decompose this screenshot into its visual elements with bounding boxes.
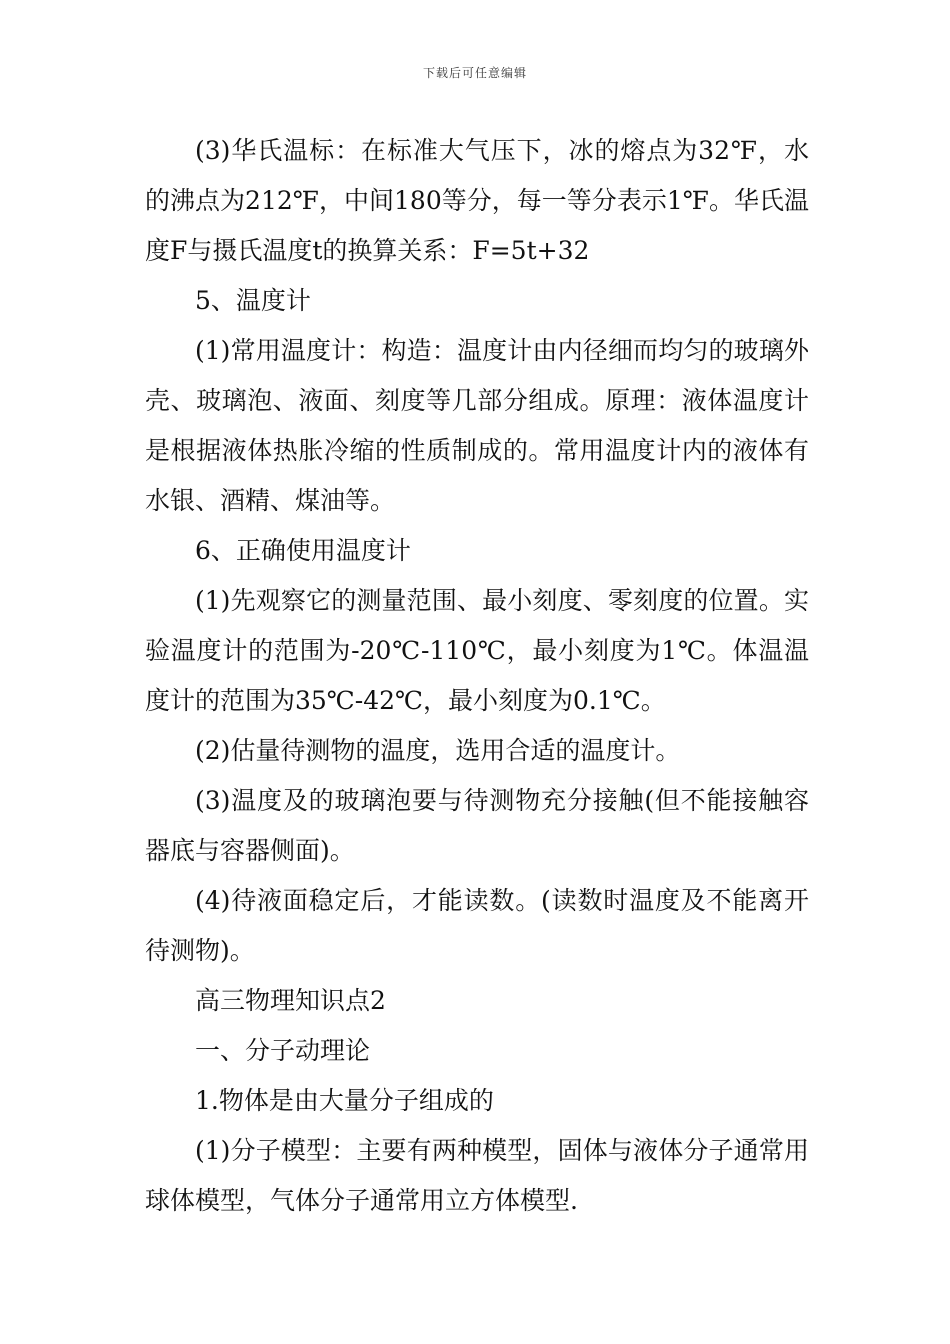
page-header: 下载后可任意编辑 [422,66,527,80]
section-heading-thermometer: 5、温度计 [195,286,311,315]
paragraph-read-value: (4)待液面稳定后，才能读数。(读数时温度及不能离开待测物)。 [145,886,809,965]
paragraph-estimate-temperature: (2)估量待测物的温度，选用合适的温度计。 [195,736,681,765]
paragraph-molecular-model: (1)分子模型：主要有两种模型，固体与液体分子通常用球体模型，气体分子通常用立方体模型. [145,1136,809,1215]
paragraph-fahrenheit-scale: (3)华氏温标：在标准大气压下，冰的熔点为32℉，水的沸点为212℉，中间180等分，每一等分表示1℉。华氏温度F与摄氏温度t的换算关系：F=5t+32 [145,136,809,265]
section-heading-molecular-theory: 一、分子动理论 [195,1036,371,1065]
document-body [145,126,809,1226]
section-heading-molecules: 1.物体是由大量分子组成的 [195,1086,494,1115]
section-heading-physics-2: 高三物理知识点2 [195,986,386,1015]
paragraph-observe-range: (1)先观察它的测量范围、最小刻度、零刻度的位置。实验温度计的范围为-20℃-110℃，最小刻度为1℃。体温温度计的范围为35℃-42℃，最小刻度为0.1℃。 [145,586,809,715]
paragraph-common-thermometer: (1)常用温度计：构造：温度计由内径细而均匀的玻璃外壳、玻璃泡、液面、刻度等几部分组成。原理：液体温度计是根据液体热胀冷缩的性质制成的。常用温度计内的液体有水银、酒精、煤油等。 [145,336,809,515]
paragraph-bulb-contact: (3)温度及的玻璃泡要与待测物充分接触(但不能接触容器底与容器侧面)。 [145,786,809,865]
section-heading-correct-use: 6、正确使用温度计 [195,536,411,565]
